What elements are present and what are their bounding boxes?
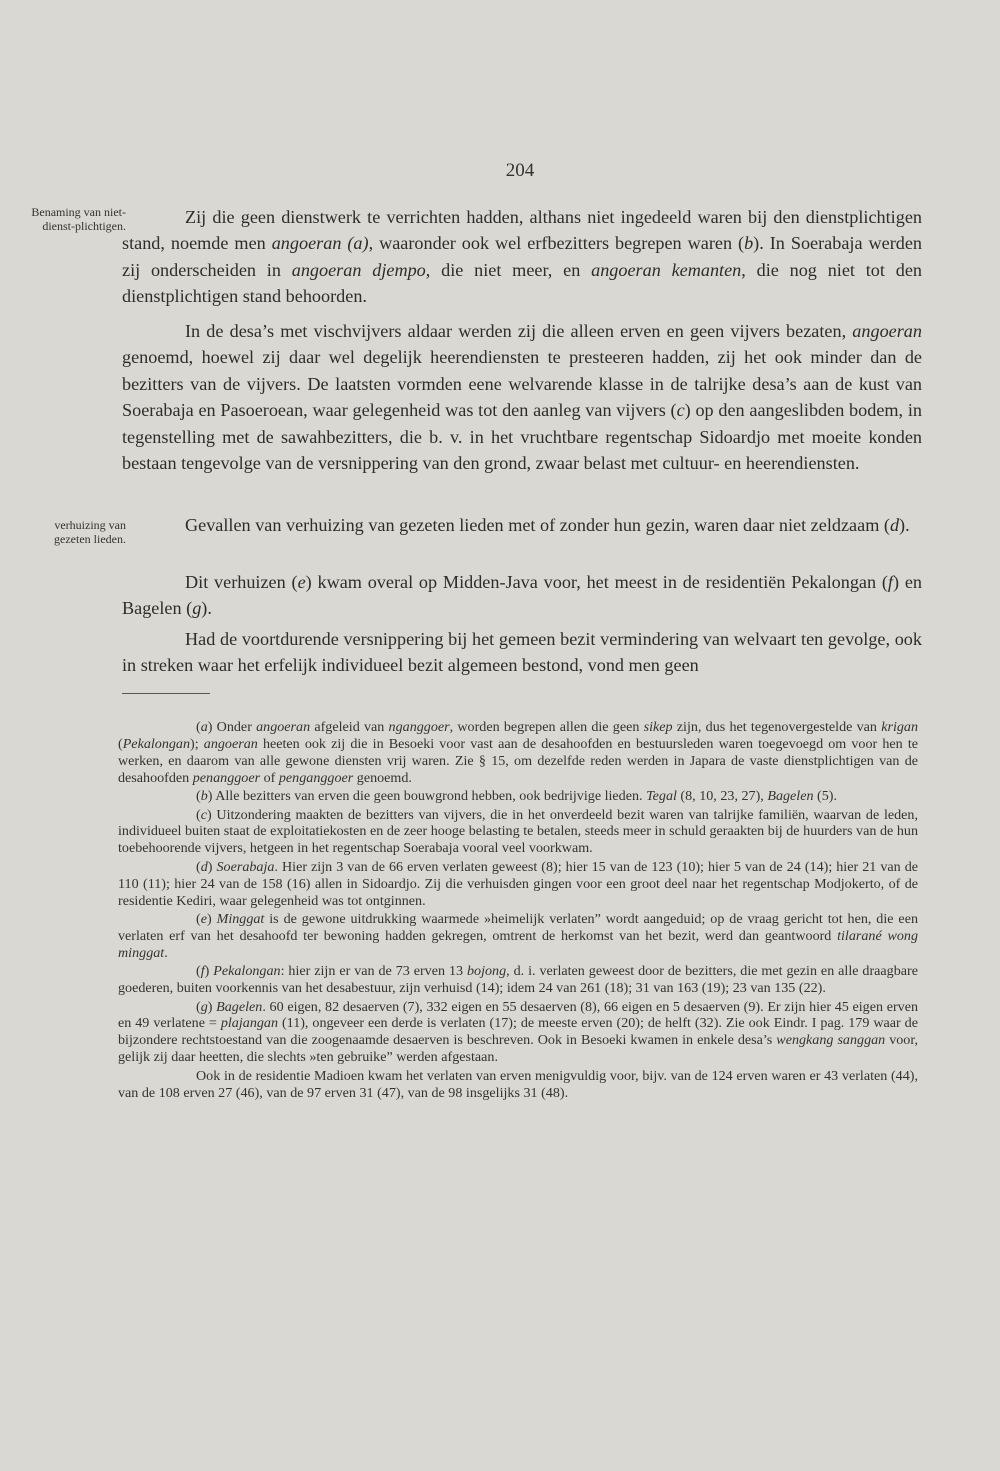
text-run: ( [196, 788, 201, 805]
italic-run: penganggoer [278, 769, 354, 786]
margin-note-benaming: Benaming van niet-dienst-plichtigen. [31, 205, 126, 233]
text-run: ( [196, 963, 201, 980]
italic-run: Bagelen [767, 788, 814, 805]
italic-run: Soerabaja [216, 858, 275, 875]
italic-run: f [887, 572, 893, 592]
text-run: ) Alle bezitters van erven die geen bouwgrond hebben, ook bedrijvige lieden. [207, 788, 647, 805]
text-run: genoemd. [353, 769, 412, 786]
text-run: , die nog niet tot den dienstplichtigen stand behoorden. [122, 259, 922, 307]
italic-run: angoeran [852, 321, 922, 341]
italic-run: angoeran [256, 719, 311, 735]
italic-run: Pekalongan [213, 963, 281, 980]
text-run: . [164, 944, 168, 961]
text-run: (11), ongeveer een derde is verlaten (17); de meeste erven (20); de helft (32). Zie ook Eindr. I pag. 179 waar de bijzondere rechtstoestand van die zoogenaamde desaerven is beschreven. Ook in Besoeki kwamen in enkele desa’s [118, 1015, 918, 1049]
text-run: In de desa’s met vischvijvers aldaar werden zij die alleen erven en geen vijvers bezaten, [185, 321, 853, 341]
paragraph-text [122, 512, 922, 538]
italic-run: Minggat [216, 910, 265, 927]
italic-run: e [200, 910, 207, 927]
italic-run: krigan [881, 719, 918, 735]
italic-run: Pekalongan [122, 735, 191, 752]
text-run: ). [899, 515, 910, 535]
footnote-d [118, 859, 918, 910]
text-run: is de gewone uitdrukking waarmede »heimelijk verlaten” wordt aangeduid; op de vraag gericht tot hen, die een verlaten erf van het desahoofd ter bewoning hadden gekregen, omtrent de herkomst van het bezit, werd dan geantwoord [118, 910, 918, 944]
paragraph-text [122, 204, 922, 310]
footnote-c [118, 807, 918, 858]
italic-run: c [676, 400, 685, 421]
body-paragraph-2 [122, 318, 922, 476]
text-run: (8, 10, 23, 27), [676, 788, 768, 805]
italic-run: b [200, 788, 208, 805]
italic-run: d [200, 858, 208, 875]
text-run: , waaronder ook wel erfbezitters begrepen waren ( [368, 233, 745, 254]
body-paragraph-1 [122, 204, 922, 310]
italic-run: angoeran (a) [271, 233, 369, 254]
italic-run: angoeran [203, 735, 258, 752]
page-number: 204 [505, 160, 535, 181]
footnote-f [118, 963, 918, 997]
italic-run: a [200, 719, 208, 735]
italic-run: wengkang sanggan [776, 1032, 886, 1049]
text-run: ( [196, 858, 201, 875]
italic-run: Bagelen [216, 998, 263, 1015]
text-run: ). [201, 598, 212, 619]
italic-run: c [200, 806, 207, 823]
text-run: voor, gelijk zij daar heetten, die slechts »ten gebruike” werden afgestaan. [118, 1032, 919, 1066]
text-run: Gevallen van verhuizing van gezeten lieden met of zonder hun gezin, waren daar niet zeldzaam ( [185, 515, 890, 535]
italic-run: f [200, 963, 205, 980]
italic-run: angoeran djempo [291, 259, 426, 280]
body-paragraph-5 [122, 626, 922, 679]
text-run: : hier zijn er van de 73 erven 13 [280, 963, 467, 980]
text-run: , worden begrepen allen die geen [449, 719, 644, 735]
text-run: genoemd, hoewel zij daar wel degelijk heerendiensten te presteeren hadden, zij het ook minder dan de bezitters van de vijvers. De laatsten vormden eene welvarende klasse in de talrijke desa’s aan de kust van Soerabaja en Pasoeroean, waar gelegenheid was tot den aanleg van vijvers ( [122, 347, 922, 421]
paragraph-text [122, 626, 922, 679]
footnote-g [118, 999, 918, 1067]
italic-run: penanggoer [192, 769, 261, 786]
text-run: Dit verhuizen ( [185, 572, 298, 592]
text-run: Zij die geen dienstwerk te verrichten hadden, althans niet ingedeeld waren bij den dienstplichtigen stand, noemde men [122, 207, 922, 254]
text-run: ) [207, 998, 217, 1015]
text-run: ( [196, 910, 201, 927]
text-run: ) [204, 963, 214, 980]
italic-run: sikep [643, 719, 673, 735]
italic-run: d [889, 515, 900, 535]
italic-run: tilarané wong minggat [118, 927, 918, 961]
footnotes-section [118, 719, 918, 1103]
text-run: ) Onder [207, 719, 257, 735]
text-run: ( [118, 735, 123, 752]
text-run: (5). [813, 788, 838, 805]
italic-run: Tegal [646, 788, 677, 805]
text-run: ( [196, 806, 201, 823]
italic-run: nganggoer [388, 719, 450, 735]
footnote-a [118, 719, 918, 787]
text-run: of [260, 769, 279, 786]
text-run: ) en Bagelen ( [122, 572, 922, 619]
text-run: ) [206, 910, 217, 927]
text-run: Had de voortdurende versnippering bij het gemeen bezit vermindering van welvaart ten gevolge, ook in streken waar het erfelijk individueel bezit algemeen bestond, vond men geen [122, 629, 922, 676]
text-run: ( [196, 719, 201, 735]
text-run: . Hier zijn 3 van de 66 erven verlaten geweest (8); hier 15 van de 123 (10); hier 5 van de 24 (14); hier 21 van de 110 (11); hier 24 van de 158 (16) allen in Sidoardjo. Zij die verhuisden gingen voor een groot deel naar het regentschap Modjokerto, of de residentie Kediri, waar gelegenheid was tot ontginnen. [118, 858, 919, 909]
text-run: ) Uitzondering maakten de bezitters van vijvers, die in het onverdeeld bezit waren van talrijke familiën, waarvan de leden, individueel buiten staat de exploitatiekosten en de zeer hooge belasting te betalen, steeds meer in schuld geraakten bij de huurders van de hun toebehoorende vijvers, hetgeen in het regentschap Soerabaja vooral veel voorkwam. [118, 806, 918, 857]
text-run: heeten ook zij die in Besoeki voor vast aan de desahoofden en bestuursleden waren toegevoegd om voor hen te werken, en daarom van alle gewone diensten vrij waren. Zie § 15, om dezelfde reden werden in Japara de vaste dienstplichtigen van de desahoofden [118, 735, 918, 786]
text-run: afgeleid van [310, 719, 389, 735]
footnote-divider [122, 693, 210, 694]
text-run: Ook in de residentie Madioen kwam het verlaten van erven menigvuldig voor, bijv. van de 124 erven waren er 43 verlaten (44), van de 108 erven 27 (46), van de 97 erven 31 (47), van de 98 insgelijks 31 (48). [118, 1067, 918, 1101]
margin-note-verhuizing: verhuizing van gezeten lieden. [54, 518, 126, 546]
italic-run: bojong [466, 963, 507, 980]
paragraph-text [122, 569, 922, 622]
body-paragraph-4 [122, 569, 922, 622]
italic-run: b [744, 233, 754, 254]
text-run: , d. i. verlaten geweest door de bezitters, die met gezin en alle draagbare goederen, buiten voorkennis van het desabestuur, zijn verhuisd (14); idem 24 van 261 (18); 31 van 163 (19); 23 van 135 (22). [118, 963, 918, 997]
text-run: zijn, dus het tegenovergestelde van [672, 719, 882, 735]
text-run: ). In Soerabaja werden zij onderscheiden in [122, 233, 923, 280]
body-paragraph-3 [122, 512, 922, 538]
footnote-b [118, 788, 918, 805]
italic-run: plajangan [220, 1015, 279, 1032]
text-run: , die niet meer, en [425, 259, 592, 280]
footnote-e [118, 911, 918, 962]
italic-run: angoeran kemanten [591, 259, 742, 280]
italic-run: e [297, 572, 306, 592]
italic-run: g [192, 598, 202, 619]
text-run: ) kwam overal op Midden-Java voor, het meest in de residentiën Pekalongan ( [305, 572, 888, 592]
footnote-madioen [118, 1068, 918, 1102]
text-run: ); [190, 735, 204, 752]
text-run: ( [196, 998, 201, 1015]
text-run: ) [207, 858, 217, 875]
paragraph-text [122, 318, 922, 476]
italic-run: g [200, 998, 208, 1015]
text-run: . 60 eigen, 82 desaerven (7), 332 eigen en 55 desaerven (8), 66 eigen en 5 desaerven (9). Er zijn hier 45 eigen erven en 49 verlatene = [118, 998, 919, 1032]
text-run: ) op den aangeslibden bodem, in tegenstelling met de sawahbezitters, die b. v. in het vruchtbare regentschap Sidoardjo met moeite konden bestaan tengevolge van de versnippering van den grond, zwaar belast met cultuur- en heerendiensten. [122, 400, 922, 474]
